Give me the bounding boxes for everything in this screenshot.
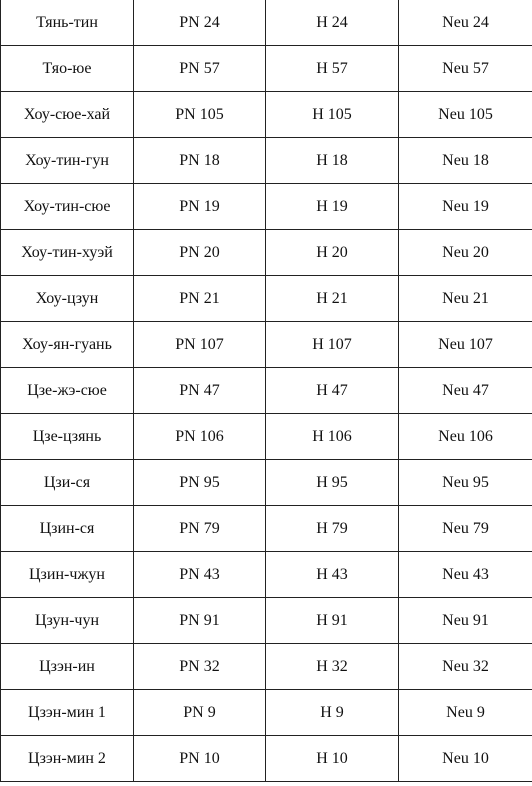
point-name-cell: Хоу-тин-сюе <box>1 184 134 230</box>
point-name-cell: Хоу-ян-гуань <box>1 322 134 368</box>
point-name-cell: Хоу-цзун <box>1 276 134 322</box>
point-name-cell: Цзе-цзянь <box>1 414 134 460</box>
neu-code-cell: Neu 47 <box>399 368 532 414</box>
table-row <box>1 368 532 414</box>
pn-code-cell: PN 79 <box>134 506 266 552</box>
table-row <box>1 184 532 230</box>
neu-code-cell: Neu 21 <box>399 276 532 322</box>
h-code-cell: H 10 <box>266 736 399 782</box>
pn-code-cell: PN 95 <box>134 460 266 506</box>
neu-code-cell: Neu 10 <box>399 736 532 782</box>
table-row <box>1 690 532 736</box>
point-name-cell: Цзун-чун <box>1 598 134 644</box>
pn-code-cell: PN 107 <box>134 322 266 368</box>
h-code-cell: H 18 <box>266 138 399 184</box>
neu-code-cell: Neu 105 <box>399 92 532 138</box>
pn-code-cell: PN 21 <box>134 276 266 322</box>
table-row <box>1 276 532 322</box>
h-code-cell: H 107 <box>266 322 399 368</box>
table-row <box>1 644 532 690</box>
point-name-cell: Цзи-ся <box>1 460 134 506</box>
neu-code-cell: Neu 24 <box>399 0 532 46</box>
h-code-cell: H 105 <box>266 92 399 138</box>
h-code-cell: H 43 <box>266 552 399 598</box>
h-code-cell: H 106 <box>266 414 399 460</box>
point-name-cell: Хоу-сюе-хай <box>1 92 134 138</box>
table-row <box>1 322 532 368</box>
pn-code-cell: PN 10 <box>134 736 266 782</box>
point-name-cell: Цзе-жэ-сюе <box>1 368 134 414</box>
h-code-cell: H 79 <box>266 506 399 552</box>
point-name-cell: Хоу-тин-хуэй <box>1 230 134 276</box>
point-name-cell: Цзэн-ин <box>1 644 134 690</box>
point-name-cell: Тянь-тин <box>1 0 134 46</box>
neu-code-cell: Neu 106 <box>399 414 532 460</box>
neu-code-cell: Neu 19 <box>399 184 532 230</box>
table-row <box>1 46 532 92</box>
neu-code-cell: Neu 91 <box>399 598 532 644</box>
table-body <box>1 0 532 782</box>
point-name-cell: Цзин-чжун <box>1 552 134 598</box>
pn-code-cell: PN 91 <box>134 598 266 644</box>
neu-code-cell: Neu 95 <box>399 460 532 506</box>
neu-code-cell: Neu 107 <box>399 322 532 368</box>
pn-code-cell: PN 106 <box>134 414 266 460</box>
table-row <box>1 506 532 552</box>
point-name-cell: Цзин-ся <box>1 506 134 552</box>
pn-code-cell: PN 105 <box>134 92 266 138</box>
h-code-cell: H 32 <box>266 644 399 690</box>
table-row <box>1 92 532 138</box>
point-name-cell: Хоу-тин-гун <box>1 138 134 184</box>
h-code-cell: H 21 <box>266 276 399 322</box>
neu-code-cell: Neu 57 <box>399 46 532 92</box>
neu-code-cell: Neu 32 <box>399 644 532 690</box>
h-code-cell: H 19 <box>266 184 399 230</box>
pn-code-cell: PN 57 <box>134 46 266 92</box>
neu-code-cell: Neu 79 <box>399 506 532 552</box>
pn-code-cell: PN 20 <box>134 230 266 276</box>
h-code-cell: H 95 <box>266 460 399 506</box>
pn-code-cell: PN 47 <box>134 368 266 414</box>
table-row <box>1 598 532 644</box>
pn-code-cell: PN 32 <box>134 644 266 690</box>
point-name-cell: Тяо-юе <box>1 46 134 92</box>
table-row <box>1 736 532 782</box>
neu-code-cell: Neu 18 <box>399 138 532 184</box>
h-code-cell: H 24 <box>266 0 399 46</box>
h-code-cell: H 20 <box>266 230 399 276</box>
neu-code-cell: Neu 20 <box>399 230 532 276</box>
h-code-cell: H 91 <box>266 598 399 644</box>
h-code-cell: H 57 <box>266 46 399 92</box>
pn-code-cell: PN 43 <box>134 552 266 598</box>
table-row <box>1 0 532 46</box>
pn-code-cell: PN 18 <box>134 138 266 184</box>
table-row <box>1 460 532 506</box>
table-row <box>1 230 532 276</box>
point-name-cell: Цзэн-мин 2 <box>1 736 134 782</box>
neu-code-cell: Neu 9 <box>399 690 532 736</box>
pn-code-cell: PN 24 <box>134 0 266 46</box>
point-name-cell: Цзэн-мин 1 <box>1 690 134 736</box>
neu-code-cell: Neu 43 <box>399 552 532 598</box>
table-row <box>1 138 532 184</box>
pn-code-cell: PN 19 <box>134 184 266 230</box>
h-code-cell: H 47 <box>266 368 399 414</box>
h-code-cell: H 9 <box>266 690 399 736</box>
table-row <box>1 552 532 598</box>
pn-code-cell: PN 9 <box>134 690 266 736</box>
table-row <box>1 414 532 460</box>
